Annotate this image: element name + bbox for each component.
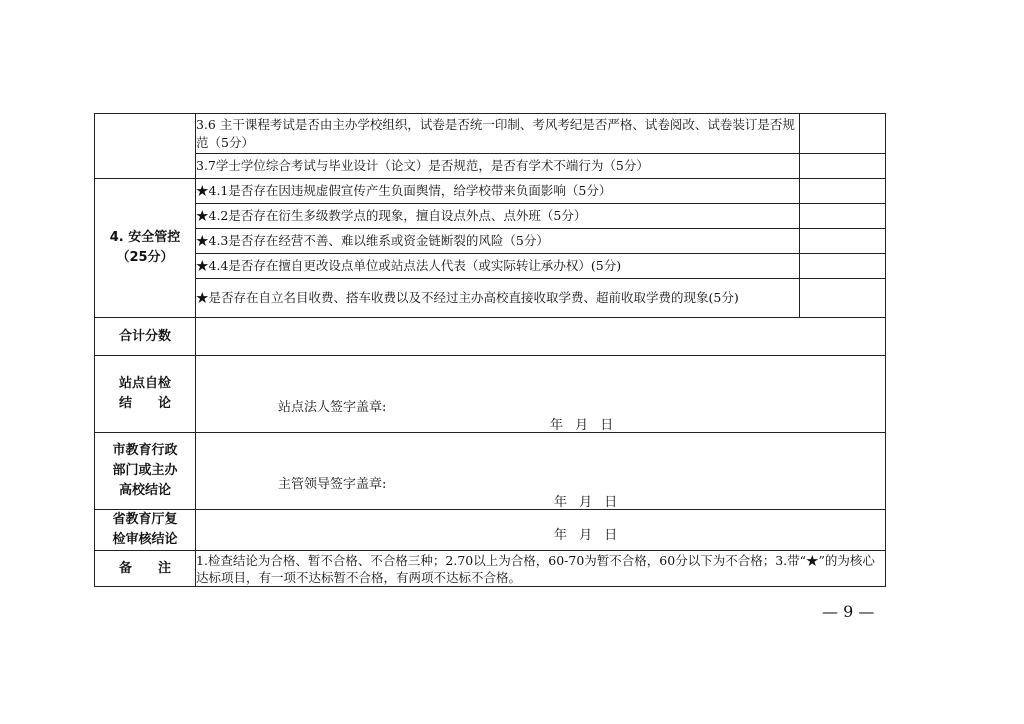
province-label (95, 510, 196, 551)
self-check-label-line1: 站点自检 (118, 376, 171, 391)
score-cell[interactable] (800, 279, 886, 318)
item-3-7: 3.7学士学位综合考试与毕业设计（论文）是否规范，是否有学术不端行为（5分） (196, 154, 800, 179)
score-cell[interactable] (800, 229, 886, 254)
province-cell[interactable] (196, 510, 886, 551)
score-cell[interactable] (800, 154, 886, 179)
city-label-line2: 部门或主办 (112, 463, 178, 478)
table-row (95, 114, 886, 154)
city-label (95, 433, 196, 510)
page-number: — 9 — (822, 602, 875, 621)
item-3-6: 3.6 主干课程考试是否由主办学校组织，试卷是否统一印制、考风考纪是否严格、试卷阅改、试卷装订是否规范（5分） (196, 114, 800, 154)
total-score-cell[interactable] (196, 318, 886, 356)
item-4-4: ★4.4是否存在擅自更改设点单位或站点法人代表（或实际转让承办权）(5分) (196, 254, 800, 279)
table-row (95, 551, 886, 587)
self-check-label (95, 356, 196, 433)
remarks-text: 1.检查结论为合格、暂不合格、不合格三种；2.70以上为合格，60-70为暂不合格，60分以下为不合格；3.带“★”的为核心达标项目，有一项不达标暂不合格，有两项不达标不合格。 (196, 551, 886, 587)
item-4-5: ★是否存在自立名目收费、搭车收费以及不经过主办高校直接收取学费、超前收取学费的现象(5分) (196, 279, 800, 318)
table-row (95, 254, 886, 279)
score-cell[interactable] (800, 179, 886, 204)
category-safety-control (95, 179, 196, 318)
item-4-1: ★4.1是否存在因违规虚假宣传产生负面舆情，给学校带来负面影响（5分） (196, 179, 800, 204)
table-row (95, 318, 886, 356)
item-4-3: ★4.3是否存在经营不善、难以维系或资金链断裂的风险（5分） (196, 229, 800, 254)
self-check-date: 年 月 日 (550, 418, 614, 433)
score-cell[interactable] (800, 114, 886, 154)
remarks-label: 备 注 (95, 551, 196, 587)
city-date: 年 月 日 (554, 495, 618, 510)
table-row (95, 204, 886, 229)
city-cell[interactable] (196, 433, 886, 510)
province-label-line1: 省教育厅复 (112, 512, 178, 527)
city-label-line1: 市教育行政 (112, 443, 178, 458)
province-label-line2: 检审核结论 (112, 532, 178, 547)
score-cell[interactable] (800, 204, 886, 229)
table-row (95, 356, 886, 433)
city-label-line3: 高校结论 (118, 483, 171, 498)
table-row (95, 179, 886, 204)
category-points: （25分） (116, 250, 174, 265)
table-row (95, 510, 886, 551)
self-check-label-line2: 结 论 (118, 396, 171, 411)
city-signer: 主管领导签字盖章: (278, 477, 387, 492)
self-check-signer: 站点法人签字盖章: (278, 400, 387, 415)
score-cell[interactable] (800, 254, 886, 279)
table-row (95, 279, 886, 318)
table-row (95, 154, 886, 179)
province-date: 年 月 日 (554, 528, 618, 543)
inspection-form-table (94, 113, 886, 587)
total-score-label: 合计分数 (95, 318, 196, 356)
self-check-cell[interactable] (196, 356, 886, 433)
table-row (95, 433, 886, 510)
category-title: 4. 安全管控 (109, 230, 181, 245)
category-cell-empty (95, 114, 196, 179)
item-4-2: ★4.2是否存在衍生多级教学点的现象，擅自设点外点、点外班（5分） (196, 204, 800, 229)
table-row (95, 229, 886, 254)
